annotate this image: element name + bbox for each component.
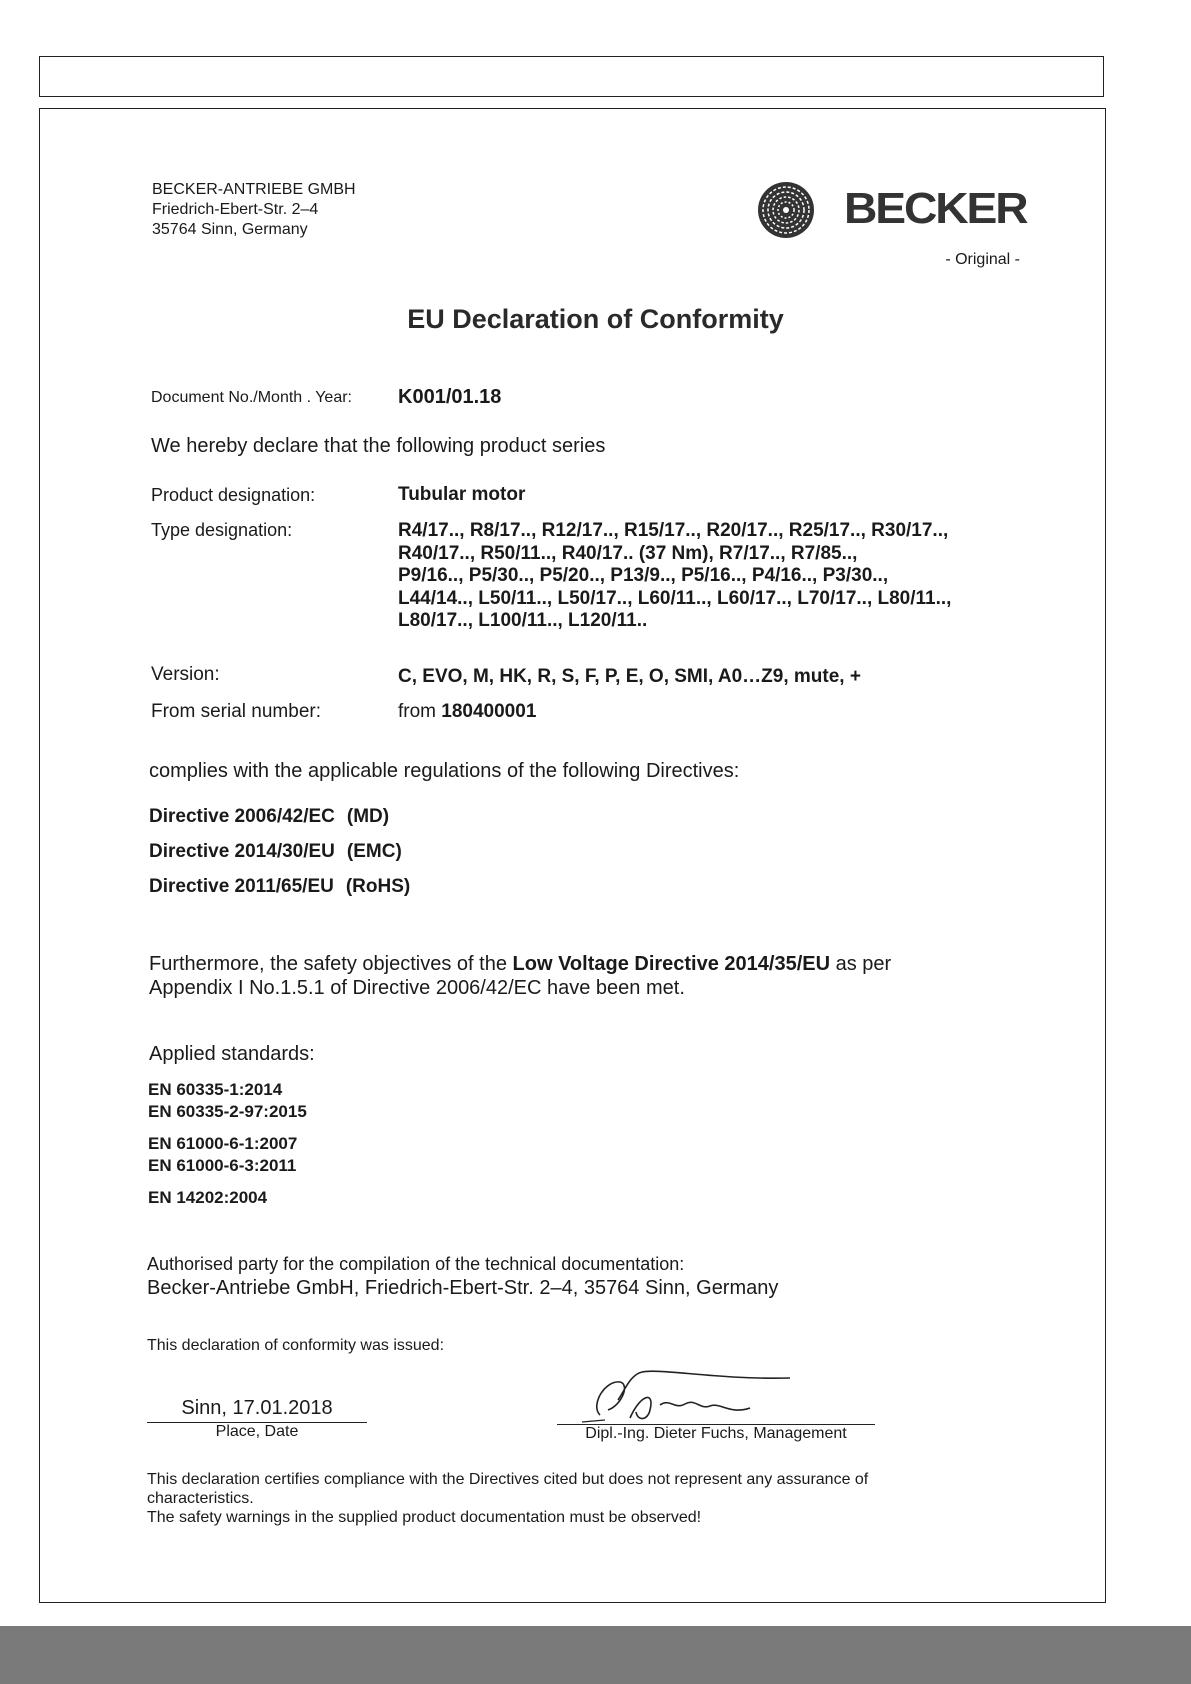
standards-group xyxy=(148,1079,307,1123)
footer-line: This declaration certifies compliance with the Directives cited but does not represent any assurance of xyxy=(147,1471,869,1488)
furthermore-after: as per xyxy=(830,953,892,975)
directive-item xyxy=(149,841,402,863)
product-label: Product designation: xyxy=(151,485,316,505)
standard-item: EN 61000-6-1:2007 xyxy=(148,1134,298,1153)
directive-abbr: (MD) xyxy=(346,806,390,827)
furthermore-paragraph xyxy=(149,952,1009,1000)
logo-text: BECKER xyxy=(844,184,1027,233)
document-no-value: K001/01.18 xyxy=(398,386,502,408)
intro-text: We hereby declare that the following product series xyxy=(151,435,606,457)
header-box xyxy=(39,56,1104,97)
serial-number: 180400001 xyxy=(441,701,537,722)
becker-logo xyxy=(756,178,1027,242)
type-line: L44/14.., L50/11.., L50/17.., L60/11.., L60/17.., L70/17.., L80/11.., xyxy=(398,587,952,609)
authorised-party xyxy=(147,1252,778,1300)
directive-abbr: (EMC) xyxy=(346,841,402,862)
footer-line: The safety warnings in the supplied product documentation must be observed! xyxy=(147,1509,702,1526)
standards-group xyxy=(148,1133,297,1177)
type-line: R40/17.., R50/11.., R40/17.. (37 Nm), R7/17.., R7/85.., xyxy=(398,542,858,564)
directive-code: Directive 2006/42/EC xyxy=(149,806,335,827)
signer-name: Dipl.-Ing. Dieter Fuchs, Management xyxy=(585,1425,847,1442)
company-city: 35764 Sinn, Germany xyxy=(152,221,308,238)
becker-circle-logo-icon xyxy=(756,180,816,240)
serial-label: From serial number: xyxy=(151,701,321,722)
issued-text: This declaration of conformity was issued: xyxy=(147,1337,445,1354)
furthermore-before: Furthermore, the safety objectives of the xyxy=(149,953,513,975)
authorised-line2: Becker-Antriebe GmbH, Friedrich-Ebert-Str. 2–4, 35764 Sinn, Germany xyxy=(147,1277,779,1299)
low-voltage-directive: Low Voltage Directive 2014/35/EU xyxy=(512,953,831,975)
applied-standards-label: Applied standards: xyxy=(149,1043,315,1065)
directive-item xyxy=(149,876,410,898)
standard-item: EN 60335-1:2014 xyxy=(148,1080,283,1099)
signature-image xyxy=(570,1360,800,1430)
standards-group xyxy=(148,1187,267,1209)
type-line: R4/17.., R8/17.., R12/17.., R15/17.., R20/17.., R25/17.., R30/17.., xyxy=(398,520,949,541)
version-label: Version: xyxy=(151,664,220,685)
furthermore-line2: Appendix I No.1.5.1 of Directive 2006/42/EC have been met. xyxy=(149,977,685,999)
directive-item xyxy=(149,806,389,828)
company-street: Friedrich-Ebert-Str. 2–4 xyxy=(152,201,319,218)
document-no-label: Document No./Month . Year: xyxy=(151,389,352,406)
page-title: EU Declaration of Conformity xyxy=(407,304,784,334)
bottom-bar xyxy=(0,1626,1191,1684)
directive-abbr: (RoHS) xyxy=(345,876,411,897)
directive-code: Directive 2014/30/EU xyxy=(149,841,335,862)
standard-item: EN 14202:2004 xyxy=(148,1188,268,1207)
type-label: Type designation: xyxy=(151,520,293,540)
standard-item: EN 61000-6-3:2011 xyxy=(148,1156,297,1175)
original-label: - Original - xyxy=(945,251,1020,268)
type-line: P9/16.., P5/30.., P5/20.., P13/9.., P5/16.., P4/16.., P3/30.., xyxy=(398,565,889,586)
product-value: Tubular motor xyxy=(398,484,526,505)
footer-notice xyxy=(147,1470,977,1527)
company-name: BECKER-ANTRIEBE GMBH xyxy=(152,181,356,198)
place-date-label: Place, Date xyxy=(215,1423,299,1440)
place-date-value: Sinn, 17.01.2018 xyxy=(181,1397,333,1419)
type-designation-list xyxy=(398,520,951,633)
serial-value-line xyxy=(398,701,536,723)
company-address xyxy=(152,180,356,240)
serial-prefix: from xyxy=(398,701,442,722)
version-value: C, EVO, M, HK, R, S, F, P, E, O, SMI, A0…Z9, mute, + xyxy=(398,666,861,687)
standard-item: EN 60335-2-97:2015 xyxy=(148,1102,307,1121)
type-line: L80/17.., L100/11.., L120/11.. xyxy=(398,610,648,631)
directive-code: Directive 2011/65/EU xyxy=(149,876,334,897)
authorised-line1: Authorised party for the compilation of the technical documentation: xyxy=(147,1254,685,1274)
footer-line: characteristics. xyxy=(147,1490,254,1507)
complies-text: complies with the applicable regulations of the following Directives: xyxy=(149,760,740,782)
